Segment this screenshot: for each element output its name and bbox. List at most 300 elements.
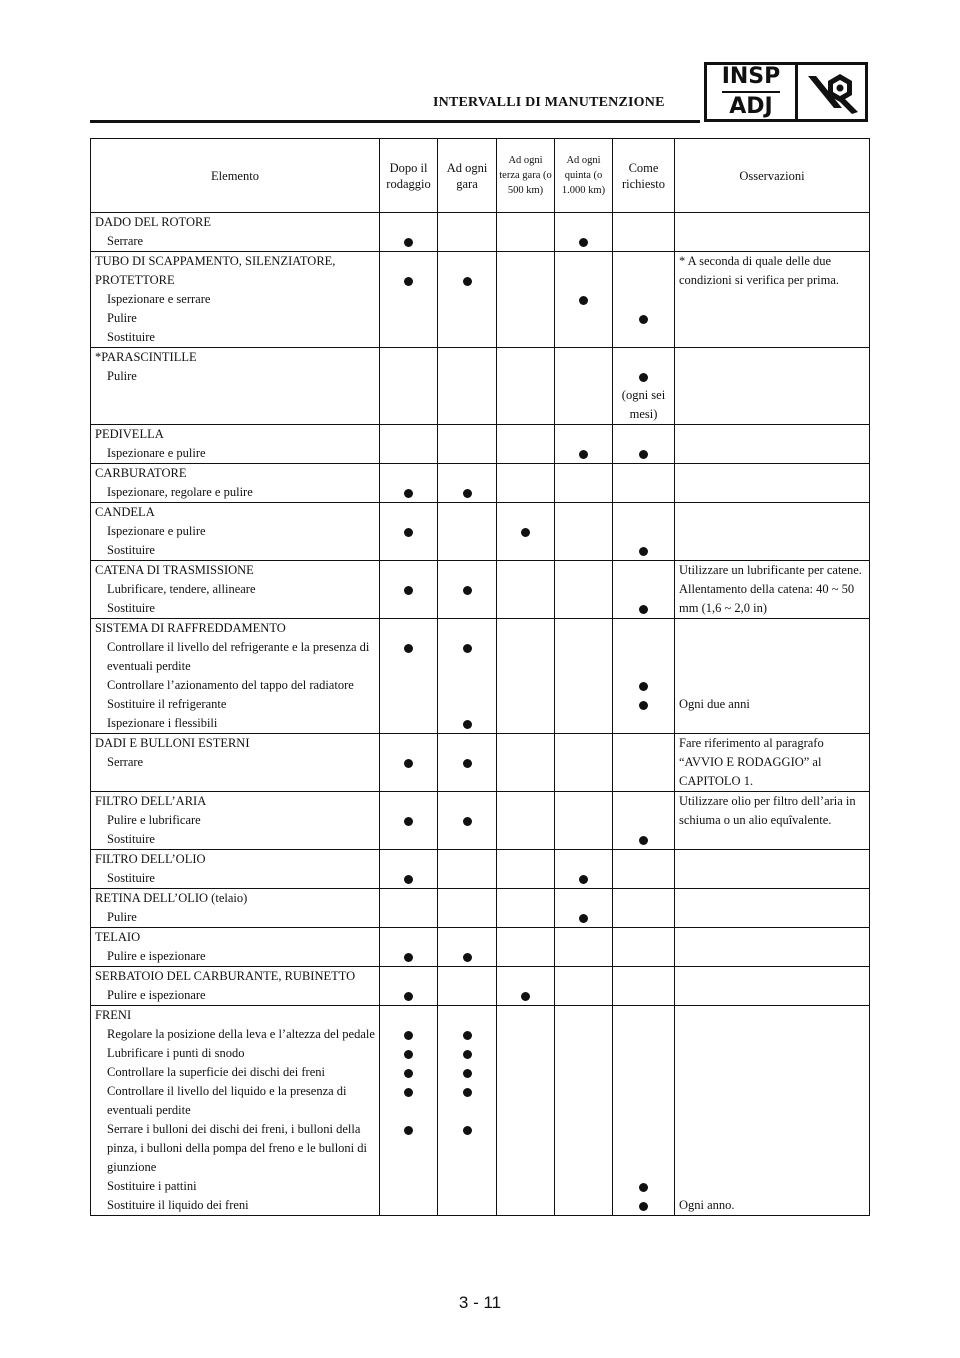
mark-cell-terza-gara (497, 252, 555, 348)
mark-cell-ogni-gara (438, 967, 497, 1006)
task-label: Controllare il livello del liquido e la presenza di eventuali perdite (107, 1084, 347, 1117)
task-remark-slot (679, 947, 867, 966)
title-spacer (497, 792, 554, 811)
item-title: DADO DEL ROTORE (95, 215, 211, 229)
title-spacer (380, 425, 437, 444)
task-label: Controllare l’azionamento del tappo del radiatore (107, 678, 354, 692)
mark-slot (380, 271, 437, 290)
item-title: TELAIO (95, 930, 141, 944)
mark-cell-come-richiesto (613, 734, 675, 792)
mark-slot (380, 830, 437, 849)
mark-slot (613, 444, 674, 463)
mark-slot (613, 947, 674, 966)
mark-slot (613, 290, 674, 309)
mark-slot (613, 1063, 674, 1082)
mark-slot (613, 232, 674, 251)
mark-cell-come-richiesto (613, 792, 675, 850)
task-remark-slot (679, 1120, 867, 1177)
task-remark-slot (679, 714, 867, 733)
mark-slot (497, 638, 554, 676)
mark-slot (555, 986, 612, 1005)
title-spacer (380, 252, 437, 271)
mark-slot (380, 599, 437, 618)
mark-slot (555, 695, 612, 714)
wrench-icon (798, 65, 865, 119)
title-spacer (679, 850, 867, 869)
task-remark-slot (679, 676, 867, 695)
mark-slot (613, 541, 674, 560)
mark-slot (438, 695, 496, 714)
title-spacer (613, 889, 674, 908)
title-spacer (679, 1006, 867, 1025)
mark-cell-dopo-rodaggio (380, 734, 438, 792)
item-cell (91, 561, 380, 619)
title-spacer (438, 734, 496, 753)
mark-slot (497, 1196, 554, 1215)
bullet-mark (521, 992, 530, 1001)
remarks-cell (675, 889, 870, 928)
title-spacer (679, 348, 867, 367)
mark-slot (613, 1196, 674, 1215)
group-remark: Utilizzare olio per filtro dell’aria in schiuma o un alio equîvalente. (679, 794, 856, 827)
bullet-mark (463, 817, 472, 826)
bullet-mark (404, 992, 413, 1001)
task-label: Lubrificare, tendere, allineare (107, 582, 256, 596)
title-spacer (555, 503, 612, 522)
title-spacer (613, 425, 674, 444)
mark-slot (438, 290, 496, 309)
bullet-mark (463, 759, 472, 768)
mark-slot (438, 869, 496, 888)
bullet-mark (639, 1202, 648, 1211)
title-spacer (438, 792, 496, 811)
mark-cell-come-richiesto (613, 252, 675, 348)
title-spacer (613, 619, 674, 638)
mark-slot (438, 1177, 496, 1196)
mark-slot (555, 1196, 612, 1215)
table-row (91, 850, 870, 889)
mark-cell-quinta (555, 561, 613, 619)
col-come-richiesto: Come richiesto (613, 139, 675, 213)
task-label: Sostituire (107, 601, 155, 615)
mark-cell-dopo-rodaggio (380, 967, 438, 1006)
mark-slot (555, 676, 612, 695)
remarks-cell (675, 464, 870, 503)
mark-slot (438, 483, 496, 502)
mark-slot (438, 908, 496, 927)
title-spacer (380, 213, 437, 232)
task-label: Pulire e ispezionare (107, 949, 206, 963)
mark-slot (380, 1063, 437, 1082)
mark-slot (380, 1025, 437, 1044)
mark-cell-come-richiesto (613, 425, 675, 464)
task-remark-slot (679, 444, 867, 463)
mark-cell-terza-gara (497, 503, 555, 561)
bullet-mark (404, 1069, 413, 1078)
task-label: Ispezionare e serrare (107, 292, 211, 306)
mark-slot (497, 1063, 554, 1082)
title-spacer (438, 425, 496, 444)
mark-cell-ogni-gara (438, 213, 497, 252)
task-remark-slot (679, 1025, 867, 1044)
title-spacer (380, 348, 437, 367)
page-number: 3 - 11 (458, 1293, 502, 1312)
bullet-mark (404, 528, 413, 537)
title-spacer (497, 928, 554, 947)
title-spacer (497, 252, 554, 271)
task-label: Serrare (107, 755, 144, 769)
item-cell (91, 619, 380, 734)
title-spacer (679, 425, 867, 444)
bullet-mark (521, 528, 530, 537)
mark-cell-quinta (555, 503, 613, 561)
title-spacer (380, 561, 437, 580)
remarks-cell (675, 561, 870, 619)
group-remark: Fare riferimento al paragrafo “AVVIO E RODAGGIO” al CAPITOLO 1. (679, 736, 824, 788)
mark-cell-come-richiesto (613, 503, 675, 561)
insp-adj-badge (704, 62, 868, 122)
mark-slot (555, 1120, 612, 1177)
mark-cell-dopo-rodaggio (380, 503, 438, 561)
item-title: DADI E BULLONI ESTERNI (95, 736, 250, 750)
mark-cell-ogni-gara (438, 850, 497, 889)
mark-cell-dopo-rodaggio (380, 348, 438, 425)
bullet-mark (404, 1088, 413, 1097)
mark-cell-terza-gara (497, 561, 555, 619)
task-label: Sostituire (107, 330, 155, 344)
mark-slot (555, 811, 612, 830)
mark-cell-terza-gara (497, 464, 555, 503)
title-spacer (497, 213, 554, 232)
title-spacer (497, 967, 554, 986)
bullet-mark (404, 586, 413, 595)
title-spacer (613, 561, 674, 580)
title-spacer (497, 734, 554, 753)
mark-slot (555, 522, 612, 541)
title-spacer (613, 792, 674, 811)
mark-slot (555, 1082, 612, 1120)
mark-slot (613, 986, 674, 1005)
mark-cell-quinta (555, 967, 613, 1006)
col-dopo-rodaggio: Dopo il rodaggio (380, 139, 438, 213)
mark-cell-come-richiesto (613, 889, 675, 928)
mark-slot (497, 271, 554, 290)
mark-slot (613, 367, 674, 424)
mark-slot (380, 986, 437, 1005)
mark-slot (380, 753, 437, 772)
title-spacer (555, 213, 612, 232)
mark-slot (497, 830, 554, 849)
mark-cell-quinta (555, 928, 613, 967)
mark-slot (555, 309, 612, 328)
task-remark-slot (679, 869, 867, 888)
mark-slot (380, 444, 437, 463)
bullet-mark (404, 875, 413, 884)
mark-slot (380, 580, 437, 599)
title-spacer (380, 1006, 437, 1025)
title-spacer (497, 464, 554, 483)
remarks-cell (675, 792, 870, 850)
mark-cell-dopo-rodaggio (380, 464, 438, 503)
mark-slot (438, 811, 496, 830)
mark-slot (613, 695, 674, 714)
bullet-mark (463, 1050, 472, 1059)
mark-slot (497, 541, 554, 560)
mark-cell-dopo-rodaggio (380, 619, 438, 734)
mark-slot (497, 869, 554, 888)
item-title: RETINA DELL’OLIO (telaio) (95, 891, 248, 905)
task-label: Ispezionare i flessibili (107, 716, 218, 730)
bullet-mark (404, 817, 413, 826)
item-cell (91, 1006, 380, 1216)
mark-cell-come-richiesto (613, 213, 675, 252)
title-spacer (555, 464, 612, 483)
task-label: Sostituire (107, 832, 155, 846)
header-rule (90, 120, 700, 123)
task-label: Controllare la superficie dei dischi dei freni (107, 1065, 325, 1079)
mark-slot (380, 232, 437, 251)
task-label: Pulire (107, 910, 137, 924)
remarks-cell (675, 734, 870, 792)
item-title: CATENA DI TRASMISSIONE (95, 563, 254, 577)
mark-cell-quinta (555, 464, 613, 503)
bullet-mark (463, 277, 472, 286)
mark-cell-quinta (555, 1006, 613, 1216)
mark-slot (497, 1120, 554, 1177)
mark-slot (497, 580, 554, 599)
title-spacer (555, 889, 612, 908)
mark-cell-ogni-gara (438, 348, 497, 425)
mark-cell-come-richiesto (613, 619, 675, 734)
title-spacer (380, 503, 437, 522)
mark-slot (555, 599, 612, 618)
remarks-cell (675, 928, 870, 967)
remarks-cell (675, 425, 870, 464)
task-label: Sostituire (107, 543, 155, 557)
mark-slot (613, 1120, 674, 1177)
mark-slot (497, 1044, 554, 1063)
title-spacer (380, 792, 437, 811)
item-title: SERBATOIO DEL CARBURANTE, RUBINETTO (95, 969, 356, 983)
bullet-mark (404, 644, 413, 653)
title-spacer (438, 213, 496, 232)
mark-slot (438, 1120, 496, 1177)
mark-cell-come-richiesto (613, 561, 675, 619)
table-row (91, 561, 870, 619)
mark-slot (497, 676, 554, 695)
title-spacer (380, 967, 437, 986)
col-ogni-gara: Ad ogni gara (438, 139, 497, 213)
mark-slot (497, 599, 554, 618)
task-remark-slot (679, 1044, 867, 1063)
mark-cell-come-richiesto (613, 1006, 675, 1216)
title-spacer (613, 734, 674, 753)
title-spacer (497, 561, 554, 580)
badge-adj: ADJ (729, 94, 773, 119)
title-spacer (380, 889, 437, 908)
mark-cell-terza-gara (497, 850, 555, 889)
mark-cell-come-richiesto (613, 967, 675, 1006)
task-remark-slot (679, 367, 867, 424)
title-spacer (380, 928, 437, 947)
mark-slot (613, 714, 674, 733)
table-row (91, 1006, 870, 1216)
title-spacer (555, 967, 612, 986)
item-title: CANDELA (95, 505, 155, 519)
mark-slot (438, 676, 496, 695)
title-spacer (380, 850, 437, 869)
mark-slot (497, 232, 554, 251)
mark-slot (380, 367, 437, 424)
bullet-mark (639, 701, 648, 710)
mark-slot (438, 1063, 496, 1082)
mark-slot (497, 714, 554, 733)
item-title: *PARASCINTILLE (95, 350, 197, 364)
mark-cell-dopo-rodaggio (380, 252, 438, 348)
mark-cell-ogni-gara (438, 792, 497, 850)
title-spacer (438, 252, 496, 271)
task-label: Ispezionare e pulire (107, 446, 206, 460)
mark-slot (555, 232, 612, 251)
table-row (91, 889, 870, 928)
mark-cell-quinta (555, 348, 613, 425)
mark-slot (555, 580, 612, 599)
mark-slot (438, 232, 496, 251)
mark-cell-ogni-gara (438, 889, 497, 928)
mark-slot (555, 1177, 612, 1196)
item-cell (91, 889, 380, 928)
task-remark-slot (679, 986, 867, 1005)
title-spacer (438, 889, 496, 908)
mark-cell-terza-gara (497, 734, 555, 792)
mark-slot (613, 811, 674, 830)
mark-slot (497, 1177, 554, 1196)
title-spacer (613, 503, 674, 522)
table-row (91, 464, 870, 503)
item-title: FILTRO DELL’ARIA (95, 794, 207, 808)
task-label: Pulire e lubrificare (107, 813, 201, 827)
task-label: Pulire e ispezionare (107, 988, 206, 1002)
bullet-mark (639, 1183, 648, 1192)
task-remark-slot (679, 638, 867, 676)
task-remark-slot: Ogni anno. (679, 1198, 735, 1212)
table-row (91, 792, 870, 850)
col-elemento: Elemento (91, 139, 380, 213)
title-spacer (555, 425, 612, 444)
mark-slot (380, 695, 437, 714)
task-label: Ispezionare, regolare e pulire (107, 485, 253, 499)
mark-slot (497, 947, 554, 966)
mark-cell-terza-gara (497, 425, 555, 464)
mark-cell-come-richiesto (613, 348, 675, 425)
mark-slot (497, 695, 554, 714)
mark-slot (497, 908, 554, 927)
title-spacer (497, 889, 554, 908)
come-note: (ogni sei mesi) (621, 388, 666, 421)
mark-slot (380, 1044, 437, 1063)
title-spacer (438, 1006, 496, 1025)
task-remark-slot (679, 522, 867, 541)
task-remark-slot: Ogni due anni (679, 697, 750, 711)
title-spacer (497, 503, 554, 522)
item-cell (91, 928, 380, 967)
remarks-cell (675, 619, 870, 734)
mark-slot (497, 483, 554, 502)
col-quinta: Ad ogni quinta (o 1.000 km) (555, 139, 613, 213)
task-label: Pulire (107, 311, 137, 325)
task-label: Ispezionare e pulire (107, 524, 206, 538)
mark-cell-terza-gara (497, 213, 555, 252)
mark-slot (438, 947, 496, 966)
bullet-mark (579, 296, 588, 305)
mark-cell-quinta (555, 850, 613, 889)
badge-text (707, 65, 798, 119)
title-spacer (555, 561, 612, 580)
bullet-mark (404, 1050, 413, 1059)
title-spacer (438, 464, 496, 483)
mark-cell-ogni-gara (438, 734, 497, 792)
item-cell (91, 213, 380, 252)
task-remark-slot (679, 1082, 867, 1120)
mark-cell-quinta (555, 425, 613, 464)
task-remark-slot (679, 541, 867, 560)
task-label: Pulire (107, 369, 137, 383)
item-cell (91, 348, 380, 425)
mark-slot (555, 1025, 612, 1044)
mark-slot (438, 1196, 496, 1215)
mark-slot (613, 1025, 674, 1044)
bullet-mark (404, 1031, 413, 1040)
mark-slot (613, 830, 674, 849)
title-spacer (679, 464, 867, 483)
table-row (91, 619, 870, 734)
group-remark: Utilizzare un lubrificante per catene. Allentamento della catena: 40 ~ 50 mm (1,6 ~ 2,0 in) (679, 563, 862, 615)
bullet-mark (639, 450, 648, 459)
mark-slot (555, 1063, 612, 1082)
mark-slot (555, 290, 612, 309)
mark-slot (438, 638, 496, 676)
title-spacer (613, 252, 674, 271)
item-cell (91, 503, 380, 561)
bullet-mark (639, 373, 648, 382)
remarks-cell (675, 213, 870, 252)
title-spacer (497, 425, 554, 444)
bullet-mark (463, 1031, 472, 1040)
mark-slot (380, 1082, 437, 1120)
mark-slot (555, 483, 612, 502)
title-spacer (438, 967, 496, 986)
remarks-cell (675, 967, 870, 1006)
bullet-mark (579, 875, 588, 884)
mark-slot (555, 753, 612, 772)
mark-slot (555, 638, 612, 676)
title-spacer (613, 850, 674, 869)
bullet-mark (404, 953, 413, 962)
mark-slot (497, 753, 554, 772)
mark-cell-come-richiesto (613, 850, 675, 889)
mark-slot (555, 271, 612, 290)
title-spacer (438, 850, 496, 869)
task-remark-slot (679, 483, 867, 502)
title-spacer (679, 967, 867, 986)
item-cell (91, 252, 380, 348)
mark-cell-terza-gara (497, 1006, 555, 1216)
remarks-cell (675, 1006, 870, 1216)
bullet-mark (639, 682, 648, 691)
title-spacer (613, 213, 674, 232)
mark-cell-dopo-rodaggio (380, 561, 438, 619)
mark-cell-ogni-gara (438, 503, 497, 561)
